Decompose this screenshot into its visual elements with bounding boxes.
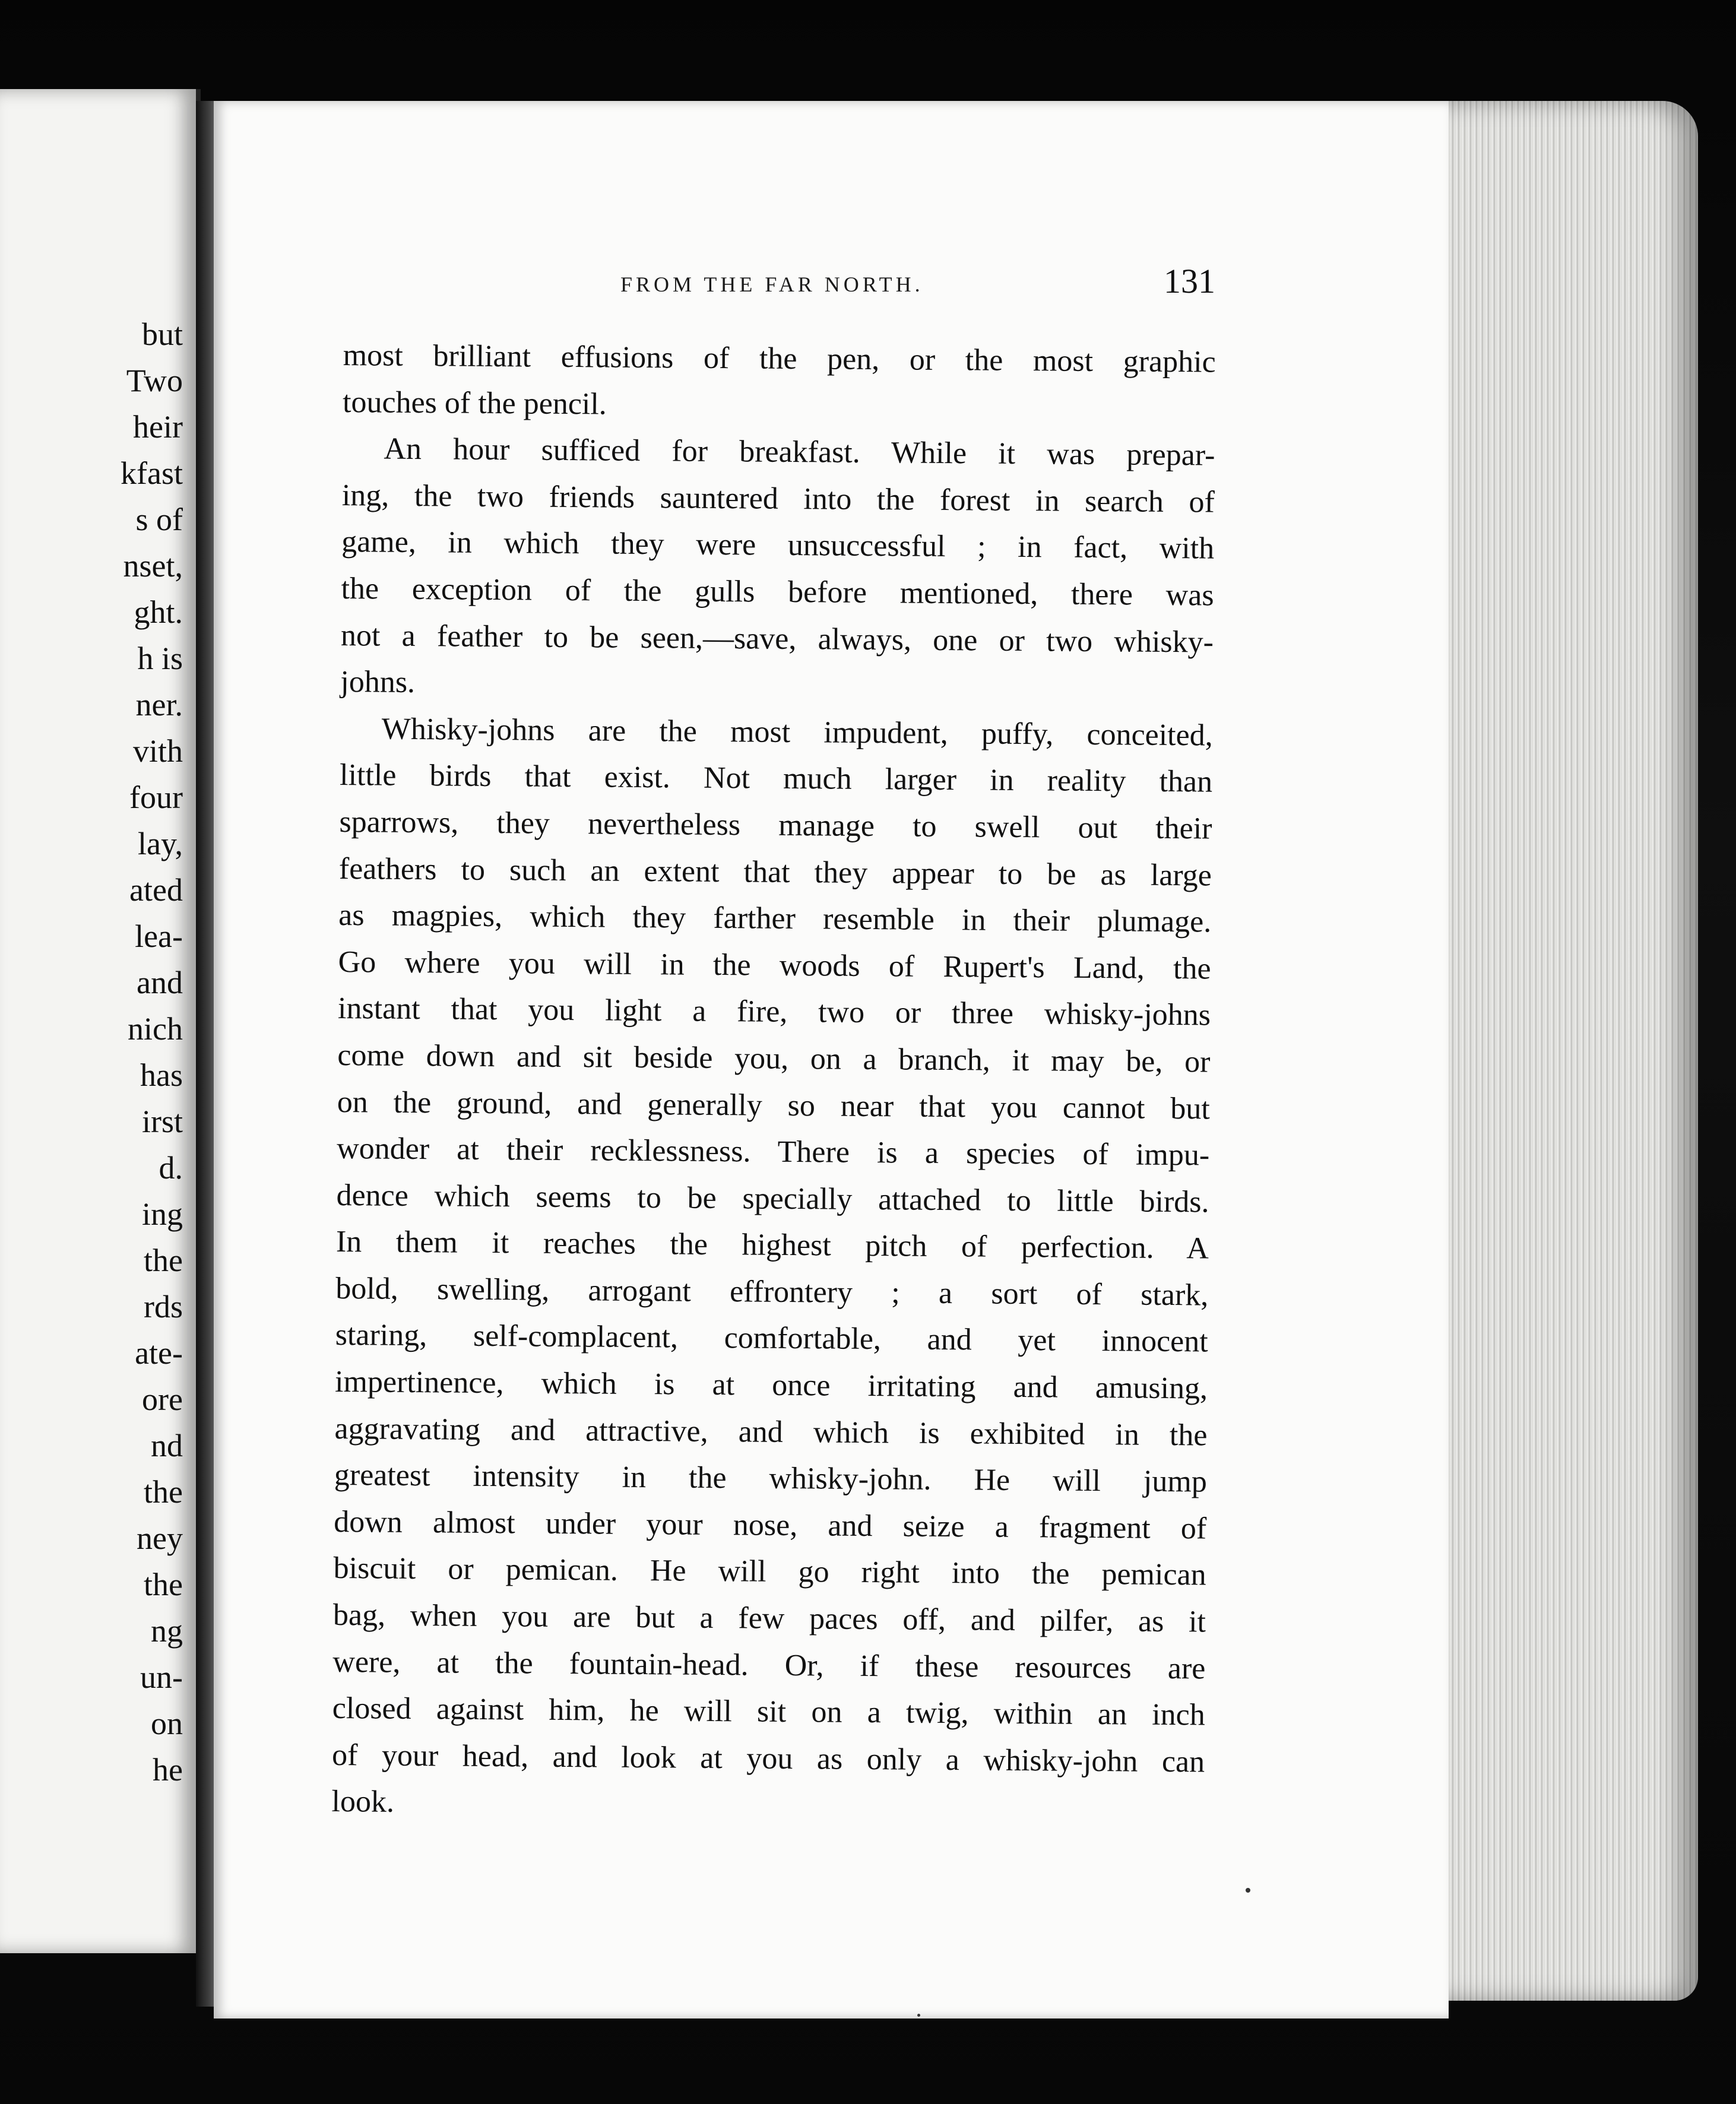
text-line: impertinence, which is at once irritating and amusing, [334, 1365, 1208, 1406]
text-line: In them it reaches the highest pitch of perfection. A [335, 1225, 1209, 1266]
text-line: ing, the two friends sauntered into the forest in search of [341, 478, 1215, 519]
left-page-line: heir [133, 409, 183, 445]
left-page-line: un- [140, 1659, 183, 1695]
text-line: bag, when you are but a few paces off, and pilfer, as it [332, 1598, 1206, 1639]
page-edges [1449, 101, 1698, 2001]
left-page-line: ated [129, 872, 183, 908]
text-line: come down and sit beside you, on a branch, it may be, or [337, 1038, 1211, 1079]
text-line: were, at the fountain-head. Or, if these resources are [332, 1644, 1206, 1686]
left-page-line: and [137, 965, 183, 1000]
text-line: bold, swelling, arrogant effrontery ; a sort of stark, [335, 1271, 1209, 1313]
text-line: sparrows, they nevertheless manage to swell out their [339, 804, 1212, 846]
text-line: game, in which they were unsuccessful ; in fact, with [341, 525, 1215, 566]
text-line: Whisky-johns are the most impudent, puffy, conceited, [381, 712, 1213, 753]
left-page-line: ner. [135, 687, 183, 723]
left-page-line: ng [151, 1613, 183, 1649]
text-line: biscuit or pemican. He will go right into the pemican [333, 1551, 1206, 1592]
text-line: not a feather to be seen,—save, always, one or two whisky- [340, 618, 1214, 660]
left-page-line: nd [151, 1428, 183, 1463]
text-line: look. [331, 1785, 395, 1820]
left-page-line: s of [135, 502, 183, 537]
left-page-line: has [140, 1057, 183, 1093]
left-page-line: irst [141, 1104, 183, 1139]
text-line: touches of the pencil. [342, 385, 607, 422]
text-line: wonder at their recklessness. There is a species of impu- [336, 1132, 1210, 1173]
text-line: feathers to such an extent that they appear to be as large [338, 851, 1212, 893]
left-page-line: lay, [138, 826, 183, 861]
left-page-line: but [141, 316, 183, 352]
ink-speck [1246, 1888, 1250, 1893]
text-line: most brilliant effusions of the pen, or the most graphic [343, 338, 1216, 379]
running-head: FROM THE FAR NORTH. [620, 272, 924, 296]
left-page-line: ght. [134, 594, 183, 630]
text-line: closed against him, he will sit on a twig, within an inch [332, 1691, 1205, 1732]
text-line: An hour sufficed for breakfast. While it was prepar- [384, 432, 1215, 473]
left-page-line: vith [132, 733, 183, 769]
left-page-line: kfast [121, 455, 183, 491]
text-line: Go where you will in the woods of Rupert's Land, the [338, 945, 1211, 986]
left-page-line: four [129, 780, 183, 815]
text-line: of your head, and look at you as only a whisky-john can [331, 1738, 1205, 1779]
left-page-line: Two [126, 363, 183, 398]
text-line: greatest intensity in the whisky-john. He will jump [334, 1458, 1208, 1499]
left-page-line: h is [137, 641, 183, 676]
left-page-line: the [144, 1474, 183, 1510]
text-line: as magpies, which they farther resemble in their plumage. [338, 898, 1212, 939]
left-page-line: lea- [135, 918, 183, 954]
text-line: instant that you light a fire, two or three whisky-johns [337, 991, 1211, 1032]
left-page-line: he [153, 1752, 183, 1788]
left-page-line: ney [137, 1520, 183, 1556]
text-line: the exception of the gulls before mentioned, there was [341, 571, 1214, 613]
text-line: johns. [340, 665, 416, 700]
left-page-line: nset, [123, 548, 183, 584]
text-line: down almost under your nose, and seize a fragment of [334, 1504, 1207, 1546]
left-page-line: ore [142, 1381, 183, 1417]
left-page-line: the [144, 1243, 183, 1278]
left-page-line: rds [144, 1289, 183, 1324]
text-line: on the ground, and generally so near that you cannot but [337, 1085, 1210, 1126]
text-line: staring, self-complacent, comfortable, and yet innocent [335, 1318, 1208, 1359]
left-page-line: nich [128, 1011, 183, 1047]
ink-speck [917, 2014, 920, 2017]
page-number: 131 [1164, 262, 1215, 300]
text-line: little birds that exist. Not much larger in reality than [339, 758, 1213, 799]
text-line: aggravating and attractive, and which is exhibited in the [334, 1411, 1208, 1453]
left-facing-page [0, 89, 201, 1953]
text-line: dence which seems to be specially attached to little birds. [336, 1178, 1209, 1219]
left-page-line: on [151, 1706, 183, 1741]
body-text [331, 332, 1216, 1832]
left-page-line: d. [159, 1150, 183, 1186]
left-page-line: ate- [135, 1335, 183, 1371]
left-page-line: the [144, 1567, 183, 1602]
left-page-line: ing [141, 1196, 183, 1232]
